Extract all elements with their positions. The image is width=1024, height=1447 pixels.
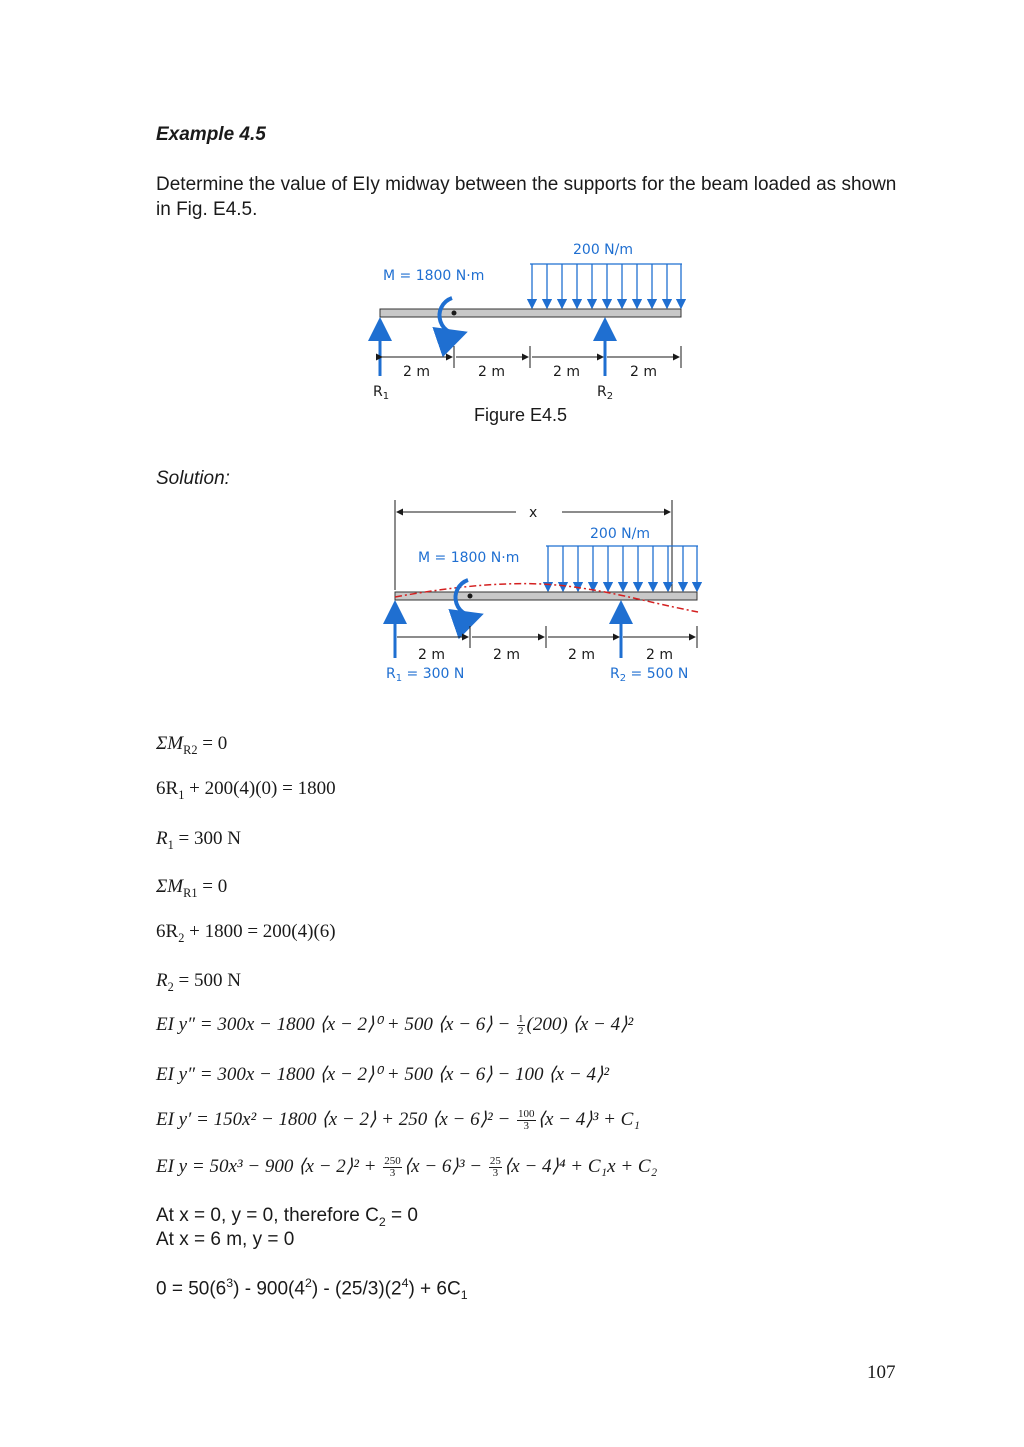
boundary-condition-2: At x = 6 m, y = 0 [156, 1229, 295, 1250]
beam [380, 309, 681, 317]
solution-beam-diagram [376, 496, 716, 690]
span-label-2: 2 m [493, 647, 520, 663]
equation-slope: EI y′ = 150x² − 1800 ⟨x − 2⟩ + 250 ⟨x − 6⟩² − $\frac{100}{3}$ ⟨x − 4⟩³ + C₁ [156, 1108, 640, 1133]
r2-label: $R_2 = 500$ N [610, 666, 689, 684]
dimension-lines [397, 626, 697, 648]
boundary-condition-1: At x = 0, y = 0, therefore $C_2 = 0$ [156, 1205, 418, 1229]
equation-deflection: EI y = 50x³ − 900 ⟨x − 2⟩² + $\frac{250}{3}$ ⟨x − 6⟩³ − $\frac{25}{3}$ ⟨x − 4⟩⁴ + C₁x + C₂ [156, 1155, 658, 1180]
problem-statement: Determine the value of EIy midway between the supports for the beam loaded as shown in Fig. E4.5. [156, 174, 897, 220]
span-label-2: 2 m [478, 364, 505, 380]
span-label-1: 2 m [418, 647, 445, 663]
example-heading: Example 4.5 [156, 124, 266, 145]
span-label-3: 2 m [553, 364, 580, 380]
r1-label: $R_1 = 300$ N [386, 666, 465, 684]
span-label-1: 2 m [403, 364, 430, 380]
boundary-equation: $0 = 50(6^3) - 900(4^2) - (25/3)(2^4) + 6C_1$ [156, 1276, 468, 1303]
equation-moment-2: EI y″ = 300x − 1800 ⟨x − 2⟩⁰ + 500 ⟨x − 6⟩ − 100 ⟨x − 4⟩² [156, 1064, 610, 1085]
beam-diagram-figure [360, 236, 700, 402]
distributed-load-arrows [546, 546, 698, 591]
equation-r1-value: $R_1 = 300$ N [156, 828, 241, 852]
beam [395, 592, 697, 600]
moment-label: M = 1800 N·m [418, 550, 520, 566]
x-label: x [529, 505, 538, 521]
moment-point [468, 594, 473, 599]
equation-r1-moment: $6R_1 + 200(4)(0) = 1800$ [156, 778, 336, 802]
span-label-4: 2 m [646, 647, 673, 663]
equation-moment-1: EI y″ = 300x − 1800 ⟨x − 2⟩⁰ + 500 ⟨x − 6⟩ − $\frac{1}{2}$ (200) ⟨x − 4⟩² [156, 1013, 634, 1038]
page-number: 107 [867, 1362, 896, 1383]
distributed-load-arrows [530, 264, 682, 308]
span-label-4: 2 m [630, 364, 657, 380]
equation-sum-moments-r2: $\Sigma M_{R2} = 0$ [156, 733, 228, 757]
moment-point [452, 311, 457, 316]
distributed-load-label: 200 N/m [573, 242, 633, 258]
distributed-load-label: 200 N/m [590, 526, 650, 542]
r1-label: $R_1$ [373, 384, 390, 402]
span-label-3: 2 m [568, 647, 595, 663]
r2-label: $R_2$ [597, 384, 614, 402]
figure-caption: Figure E4.5 [474, 405, 568, 425]
equation-r2-value: $R_2 = 500$ N [156, 970, 241, 994]
moment-label: M = 1800 N·m [383, 268, 485, 284]
equation-r2-moment: $6R_2 + 1800 = 200(4)(6)$ [156, 921, 336, 945]
equation-sum-moments-r1: $\Sigma M_{R1} = 0$ [156, 876, 228, 900]
solution-label: Solution: [156, 468, 230, 489]
